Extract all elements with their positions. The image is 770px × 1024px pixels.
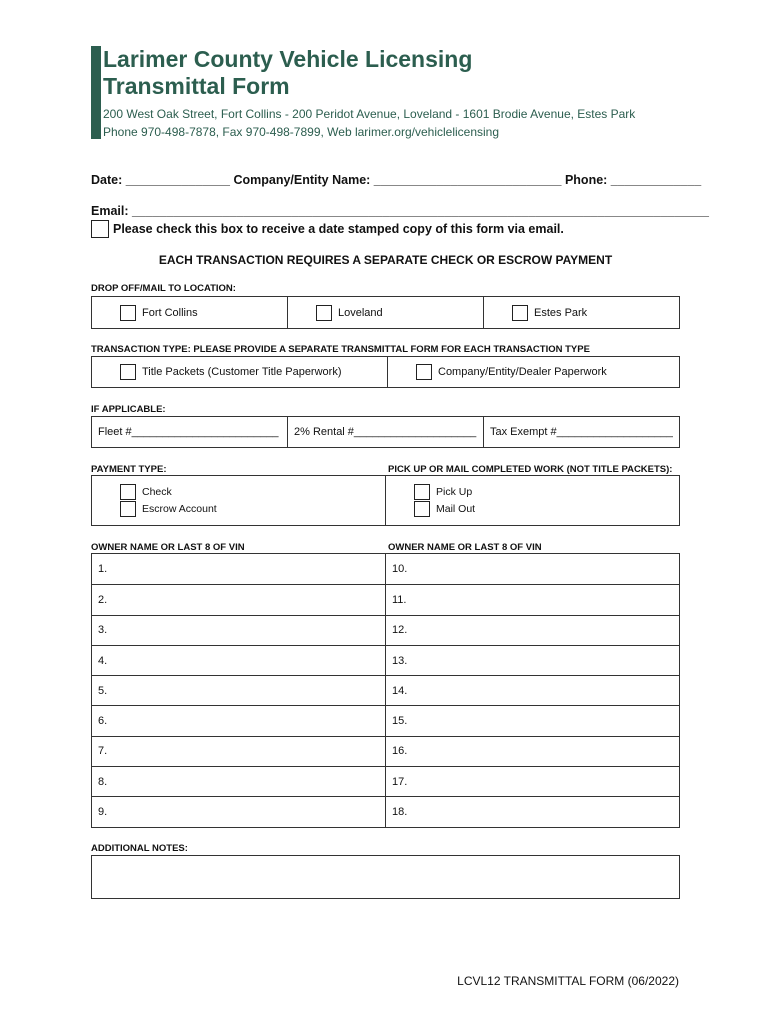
email-copy-label: Please check this box to receive a date stamped copy of this form via email. [113,222,564,236]
additional-notes-label: ADDITIONAL NOTES: [91,843,188,854]
pickup-label-mail-out: Mail Out [436,503,476,515]
vin-row-11[interactable]: 11. [386,584,679,614]
email-copy-checkbox[interactable] [91,220,109,238]
location-options [91,296,680,329]
form-footer: LCVL12 TRANSMITTAL FORM (06/2022) [457,974,679,988]
info-line[interactable]: Date: _______________ Company/Entity Name: ___________________________ Phone: _____________ [91,173,702,187]
checkbox-pick-up[interactable] [414,484,430,500]
location-option-estes-park[interactable] [483,297,679,328]
payment-notice: EACH TRANSACTION REQUIRES A SEPARATE CHECK OR ESCROW PAYMENT [158,253,613,267]
vin-table [91,553,680,828]
checkbox-mail-out[interactable] [414,501,430,517]
address-line-2: Phone 970-498-7878, Fax 970-498-7899, Web larimer.org/vehiclelicensing [103,125,500,139]
vin-column-left [92,554,385,827]
title-line-1: Larimer County Vehicle Licensing [103,46,473,72]
transaction-option-title-packets[interactable] [92,357,387,387]
pickup-label: PICK UP OR MAIL COMPLETED WORK (NOT TITLE PACKETS): [388,464,673,475]
vin-row-16[interactable]: 16. [386,736,679,766]
vin-row-1[interactable]: 1. [98,563,108,576]
vin-row-18[interactable]: 18. [386,796,679,826]
vin-row-3[interactable]: 3. [92,615,385,645]
vin-label-right: OWNER NAME OR LAST 8 OF VIN [388,542,542,553]
form-title [103,46,472,100]
vin-row-6[interactable]: 6. [92,705,385,735]
payment-type-cell [92,476,385,525]
vin-row-8[interactable]: 8. [92,766,385,796]
transaction-options [91,356,680,388]
location-label-fort-collins: Fort Collins [142,306,198,319]
pickup-cell [385,476,679,525]
transaction-label-dealer-paperwork: Company/Entity/Dealer Paperwork [438,366,607,378]
address-block [103,105,635,141]
checkbox-check[interactable] [120,484,136,500]
vin-row-14[interactable]: 14. [386,675,679,705]
additional-notes-field[interactable] [91,855,680,899]
vin-row-12[interactable]: 12. [386,615,679,645]
checkbox-fort-collins[interactable] [120,305,136,321]
checkbox-title-packets[interactable] [120,364,136,380]
payment-pickup-options [91,475,680,526]
transaction-type-label: TRANSACTION TYPE: PLEASE PROVIDE A SEPARATE TRANSMITTAL FORM FOR EACH TRANSACTION TYPE [91,344,590,355]
tax-exempt-field[interactable]: Tax Exempt #___________________ [483,417,679,447]
email-line[interactable]: Email: ___________________________________________________________________________________ [91,204,709,218]
payment-label-escrow: Escrow Account [142,503,217,515]
vin-row-13[interactable]: 13. [386,645,679,675]
if-applicable-label: IF APPLICABLE: [91,404,166,415]
header-accent-bar [91,46,101,139]
fleet-field[interactable]: Fleet #________________________ [98,426,279,438]
title-line-2: Transmittal Form [103,73,290,99]
applicable-fields [91,416,680,448]
vin-label-left: OWNER NAME OR LAST 8 OF VIN [91,542,245,553]
vin-row-4[interactable]: 4. [92,645,385,675]
address-line-1: 200 West Oak Street, Fort Collins - 200 Peridot Avenue, Loveland - 1601 Brodie Avenue, Estes Park [103,107,636,121]
payment-option-escrow[interactable] [120,501,217,517]
location-option-loveland[interactable] [287,297,483,328]
checkbox-estes-park[interactable] [512,305,528,321]
location-label-estes-park: Estes Park [534,306,588,319]
vin-row-17[interactable]: 17. [386,766,679,796]
location-label-loveland: Loveland [338,306,383,319]
transaction-label-title-packets: Title Packets (Customer Title Paperwork) [142,366,342,378]
pickup-option-mail-out[interactable] [414,501,475,517]
checkbox-dealer-paperwork[interactable] [416,364,432,380]
pickup-label-pick-up: Pick Up [436,486,473,498]
vin-row-10[interactable]: 10. [392,563,408,576]
vin-row-7[interactable]: 7. [92,736,385,766]
payment-label-check: Check [142,486,172,498]
vin-column-right [385,554,679,827]
checkbox-loveland[interactable] [316,305,332,321]
vin-row-15[interactable]: 15. [386,705,679,735]
vin-row-5[interactable]: 5. [92,675,385,705]
location-option-fort-collins[interactable] [92,297,287,328]
email-copy-option[interactable] [91,220,564,238]
vin-row-9[interactable]: 9. [92,796,385,826]
vin-row-2[interactable]: 2. [92,584,385,614]
transaction-option-dealer-paperwork[interactable] [387,357,679,387]
checkbox-escrow[interactable] [120,501,136,517]
payment-type-label: PAYMENT TYPE: [91,464,167,475]
pickup-option-pick-up[interactable] [414,484,472,500]
rental-field[interactable]: 2% Rental #____________________ [287,417,483,447]
payment-option-check[interactable] [120,484,172,500]
location-label: DROP OFF/MAIL TO LOCATION: [91,283,236,294]
